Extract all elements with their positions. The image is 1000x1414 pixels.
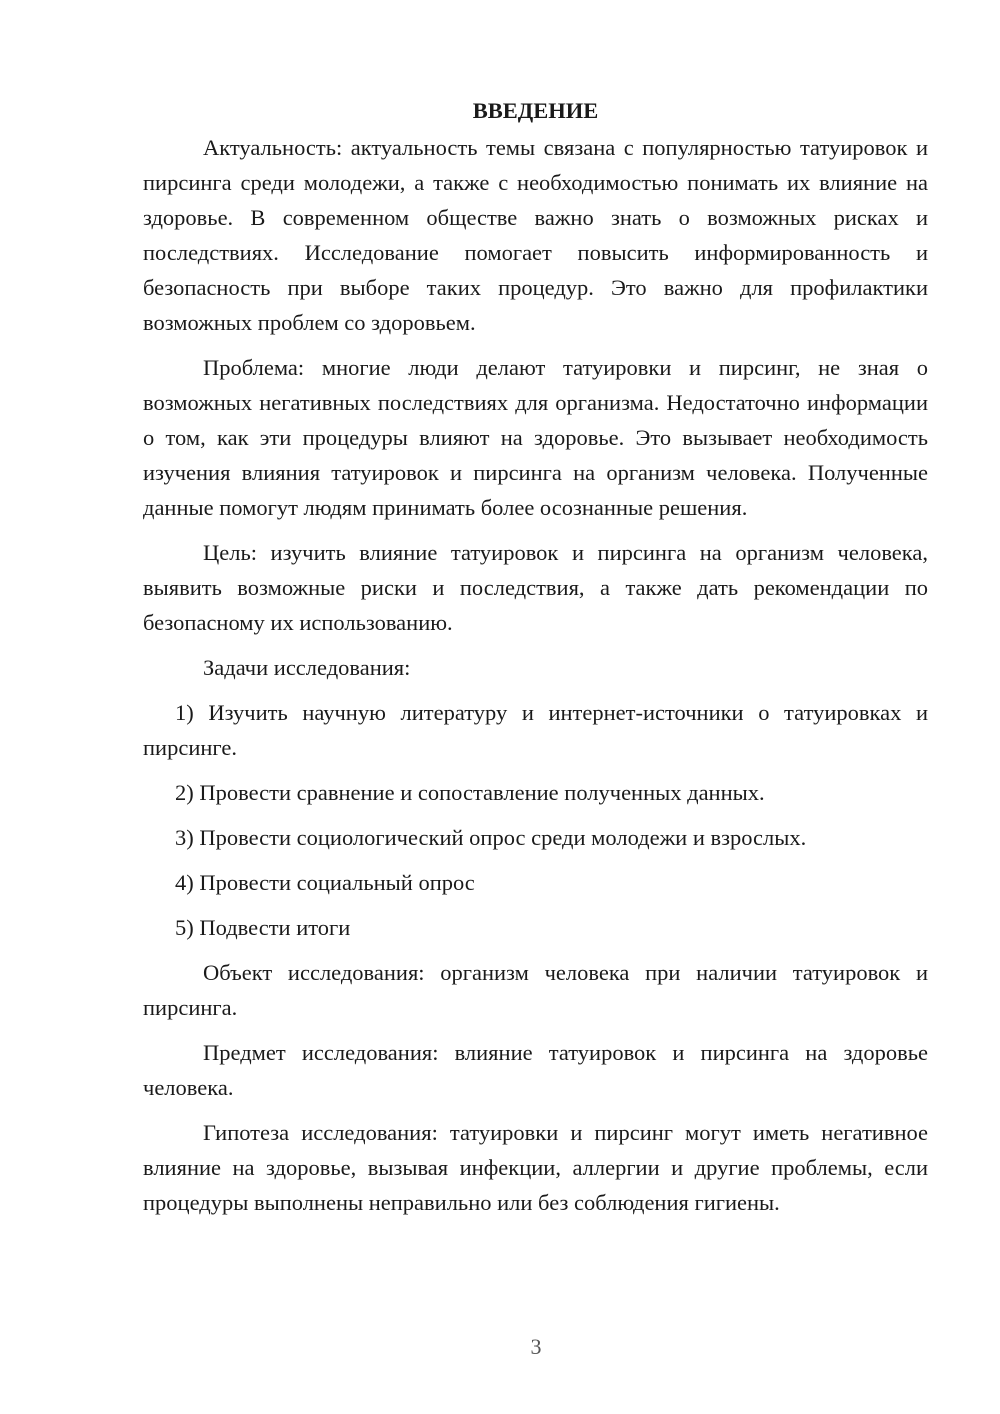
task-item-2: 2) Провести сравнение и сопоставление полученных данных. xyxy=(175,780,765,805)
problem-paragraph: Проблема: многие люди делают татуировки и пирсинг, не зная о возможных негативных последствиях для организма. Недостаточно информации о том, как эти процедуры влияют на здоровье. Это вызывает необходимость изучения влияния татуировок и пирсинга на организм человека. Полученные данные помогут людям принимать более осознанные решения. xyxy=(143,355,928,520)
tasks-heading: Задачи исследования: xyxy=(203,655,411,680)
subject-paragraph: Предмет исследования: влияние татуировок и пирсинга на здоровье человека. xyxy=(143,1040,928,1100)
document-title: ВВЕДЕНИЕ xyxy=(472,98,599,123)
task-item-1: 1) Изучить научную литературу и интернет-источники о татуировках и пирсинге. xyxy=(143,700,928,760)
task-item-5: 5) Подвести итоги xyxy=(175,915,351,940)
goal-paragraph: Цель: изучить влияние татуировок и пирсинга на организм человека, выявить возможные риски и последствия, а также дать рекомендации по безопасному их использованию. xyxy=(143,540,928,635)
task-item-4: 4) Провести социальный опрос xyxy=(175,870,475,895)
document-page xyxy=(143,92,928,1230)
relevance-paragraph: Актуальность: актуальность темы связана с популярностью татуировок и пирсинга среди молодежи, а также с необходимостью понимать их влияние на здоровье. В современном обществе важно знать о возможных рисках и последствиях. Исследование помогает повысить информированность и безопасность при выборе таких процедур. Это важно для профилактики возможных проблем со здоровьем. xyxy=(143,135,928,335)
hypothesis-paragraph: Гипотеза исследования: татуировки и пирсинг могут иметь негативное влияние на здоровье, вызывая инфекции, аллергии и другие проблемы, если процедуры выполнены неправильно или без соблюдения гигиены. xyxy=(143,1120,928,1215)
task-item-3: 3) Провести социологический опрос среди молодежи и взрослых. xyxy=(175,825,807,850)
page-number: 3 xyxy=(530,1334,542,1359)
object-paragraph: Объект исследования: организм человека при наличии татуировок и пирсинга. xyxy=(143,960,928,1020)
